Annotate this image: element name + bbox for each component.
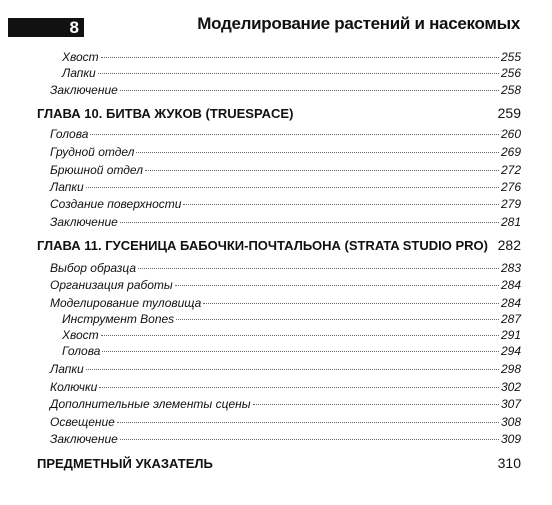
toc-chapter-page: 259 bbox=[497, 105, 521, 121]
toc-entry bbox=[62, 344, 521, 358]
toc-entry bbox=[62, 50, 521, 64]
toc-entry bbox=[50, 180, 521, 194]
toc-entry bbox=[50, 278, 521, 292]
toc-index bbox=[37, 455, 521, 471]
toc-entry bbox=[50, 432, 521, 446]
toc-entry-label: Заключение bbox=[50, 83, 118, 97]
toc-entry-page: 309 bbox=[500, 432, 521, 446]
toc-entry-label: Создание поверхности bbox=[50, 197, 182, 211]
toc-entry bbox=[50, 296, 521, 310]
dot-leader bbox=[86, 369, 499, 370]
toc-entry-label: Заключение bbox=[50, 215, 118, 229]
page-number: 8 bbox=[8, 18, 84, 37]
toc-entry-page: 260 bbox=[500, 127, 521, 141]
toc-entry bbox=[62, 328, 521, 342]
dot-leader bbox=[203, 303, 499, 304]
toc-entry-page: 281 bbox=[500, 215, 521, 229]
toc-entry-page: 256 bbox=[500, 66, 521, 80]
toc-entry-page: 272 bbox=[500, 163, 521, 177]
dot-leader bbox=[101, 57, 499, 58]
dot-leader bbox=[117, 422, 499, 423]
toc-entry-page: 287 bbox=[500, 312, 521, 326]
toc-entry-page: 283 bbox=[500, 261, 521, 275]
toc-chapter-label: ГЛАВА 11. ГУСЕНИЦА БАБОЧКИ-ПОЧТАЛЬОНА (STRATA STUDIO PRO) bbox=[37, 238, 488, 253]
toc-entry-label: Инструмент Bones bbox=[62, 312, 175, 326]
toc-entry-label: Колючки bbox=[50, 380, 98, 394]
dot-leader bbox=[145, 170, 499, 171]
toc-entry-label: Дополнительные элементы сцены bbox=[50, 397, 251, 411]
toc-entry-label: Освещение bbox=[50, 415, 115, 429]
toc-chapter bbox=[37, 105, 521, 121]
dot-leader bbox=[86, 187, 499, 188]
toc-entry bbox=[50, 145, 521, 159]
dot-leader bbox=[98, 73, 499, 74]
toc-entry-label: Голова bbox=[62, 344, 101, 358]
toc-entry-label: Организация работы bbox=[50, 278, 173, 292]
dot-leader bbox=[120, 439, 499, 440]
dot-leader bbox=[101, 335, 499, 336]
toc-entry-label: Голова bbox=[50, 127, 89, 141]
dot-leader bbox=[136, 152, 499, 153]
toc-entry-page: 276 bbox=[500, 180, 521, 194]
toc-entry-label: Выбор образца bbox=[50, 261, 137, 275]
dot-leader bbox=[138, 268, 499, 269]
dot-leader bbox=[90, 134, 499, 135]
dot-leader bbox=[176, 319, 499, 320]
toc-index-label: ПРЕДМЕТНЫЙ УКАЗАТЕЛЬ bbox=[37, 456, 213, 471]
toc-entry bbox=[50, 127, 521, 141]
toc-entry-label: Лапки bbox=[50, 180, 84, 194]
toc-chapter-page: 282 bbox=[497, 237, 521, 253]
toc-entry bbox=[50, 362, 521, 376]
dot-leader bbox=[253, 404, 499, 405]
toc-entry-label: Хвост bbox=[62, 328, 99, 342]
dot-leader bbox=[120, 90, 499, 91]
toc-entry-label: Лапки bbox=[50, 362, 84, 376]
toc-entry-label: Брюшной отдел bbox=[50, 163, 143, 177]
running-title: Моделирование растений и насекомых bbox=[197, 14, 520, 33]
toc-entry bbox=[50, 83, 521, 97]
toc-entry bbox=[50, 163, 521, 177]
toc-entry bbox=[50, 397, 521, 411]
toc-chapter bbox=[37, 237, 521, 253]
toc-entry-label: Грудной отдел bbox=[50, 145, 135, 159]
dot-leader bbox=[120, 222, 499, 223]
toc-entry-page: 279 bbox=[500, 197, 521, 211]
toc-index-page: 310 bbox=[497, 455, 521, 471]
toc-entry-page: 269 bbox=[500, 145, 521, 159]
toc-entry bbox=[50, 380, 521, 394]
dot-leader bbox=[183, 204, 499, 205]
toc-entry-page: 255 bbox=[500, 50, 521, 64]
dot-leader bbox=[175, 285, 499, 286]
toc-entry-label: Лапки bbox=[62, 66, 96, 80]
toc-entry bbox=[50, 415, 521, 429]
toc-entry-label: Хвост bbox=[62, 50, 99, 64]
toc-chapter-label: ГЛАВА 10. БИТВА ЖУКОВ (TRUESPACE) bbox=[37, 106, 294, 121]
dot-leader bbox=[102, 351, 499, 352]
toc-entry-page: 307 bbox=[500, 397, 521, 411]
toc-entry-page: 294 bbox=[500, 344, 521, 358]
toc-entry-page: 308 bbox=[500, 415, 521, 429]
dot-leader bbox=[99, 387, 499, 388]
toc-entry-page: 258 bbox=[500, 83, 521, 97]
toc-entry bbox=[50, 197, 521, 211]
toc-entry bbox=[62, 66, 521, 80]
toc-entry bbox=[62, 312, 521, 326]
toc-entry bbox=[50, 215, 521, 229]
toc-entry-page: 284 bbox=[500, 296, 521, 310]
toc-entry bbox=[50, 261, 521, 275]
toc-entry-label: Заключение bbox=[50, 432, 118, 446]
toc-entry-label: Моделирование туловища bbox=[50, 296, 202, 310]
toc-entry-page: 284 bbox=[500, 278, 521, 292]
toc-entry-page: 291 bbox=[500, 328, 521, 342]
toc-entry-page: 302 bbox=[500, 380, 521, 394]
toc-entry-page: 298 bbox=[500, 362, 521, 376]
